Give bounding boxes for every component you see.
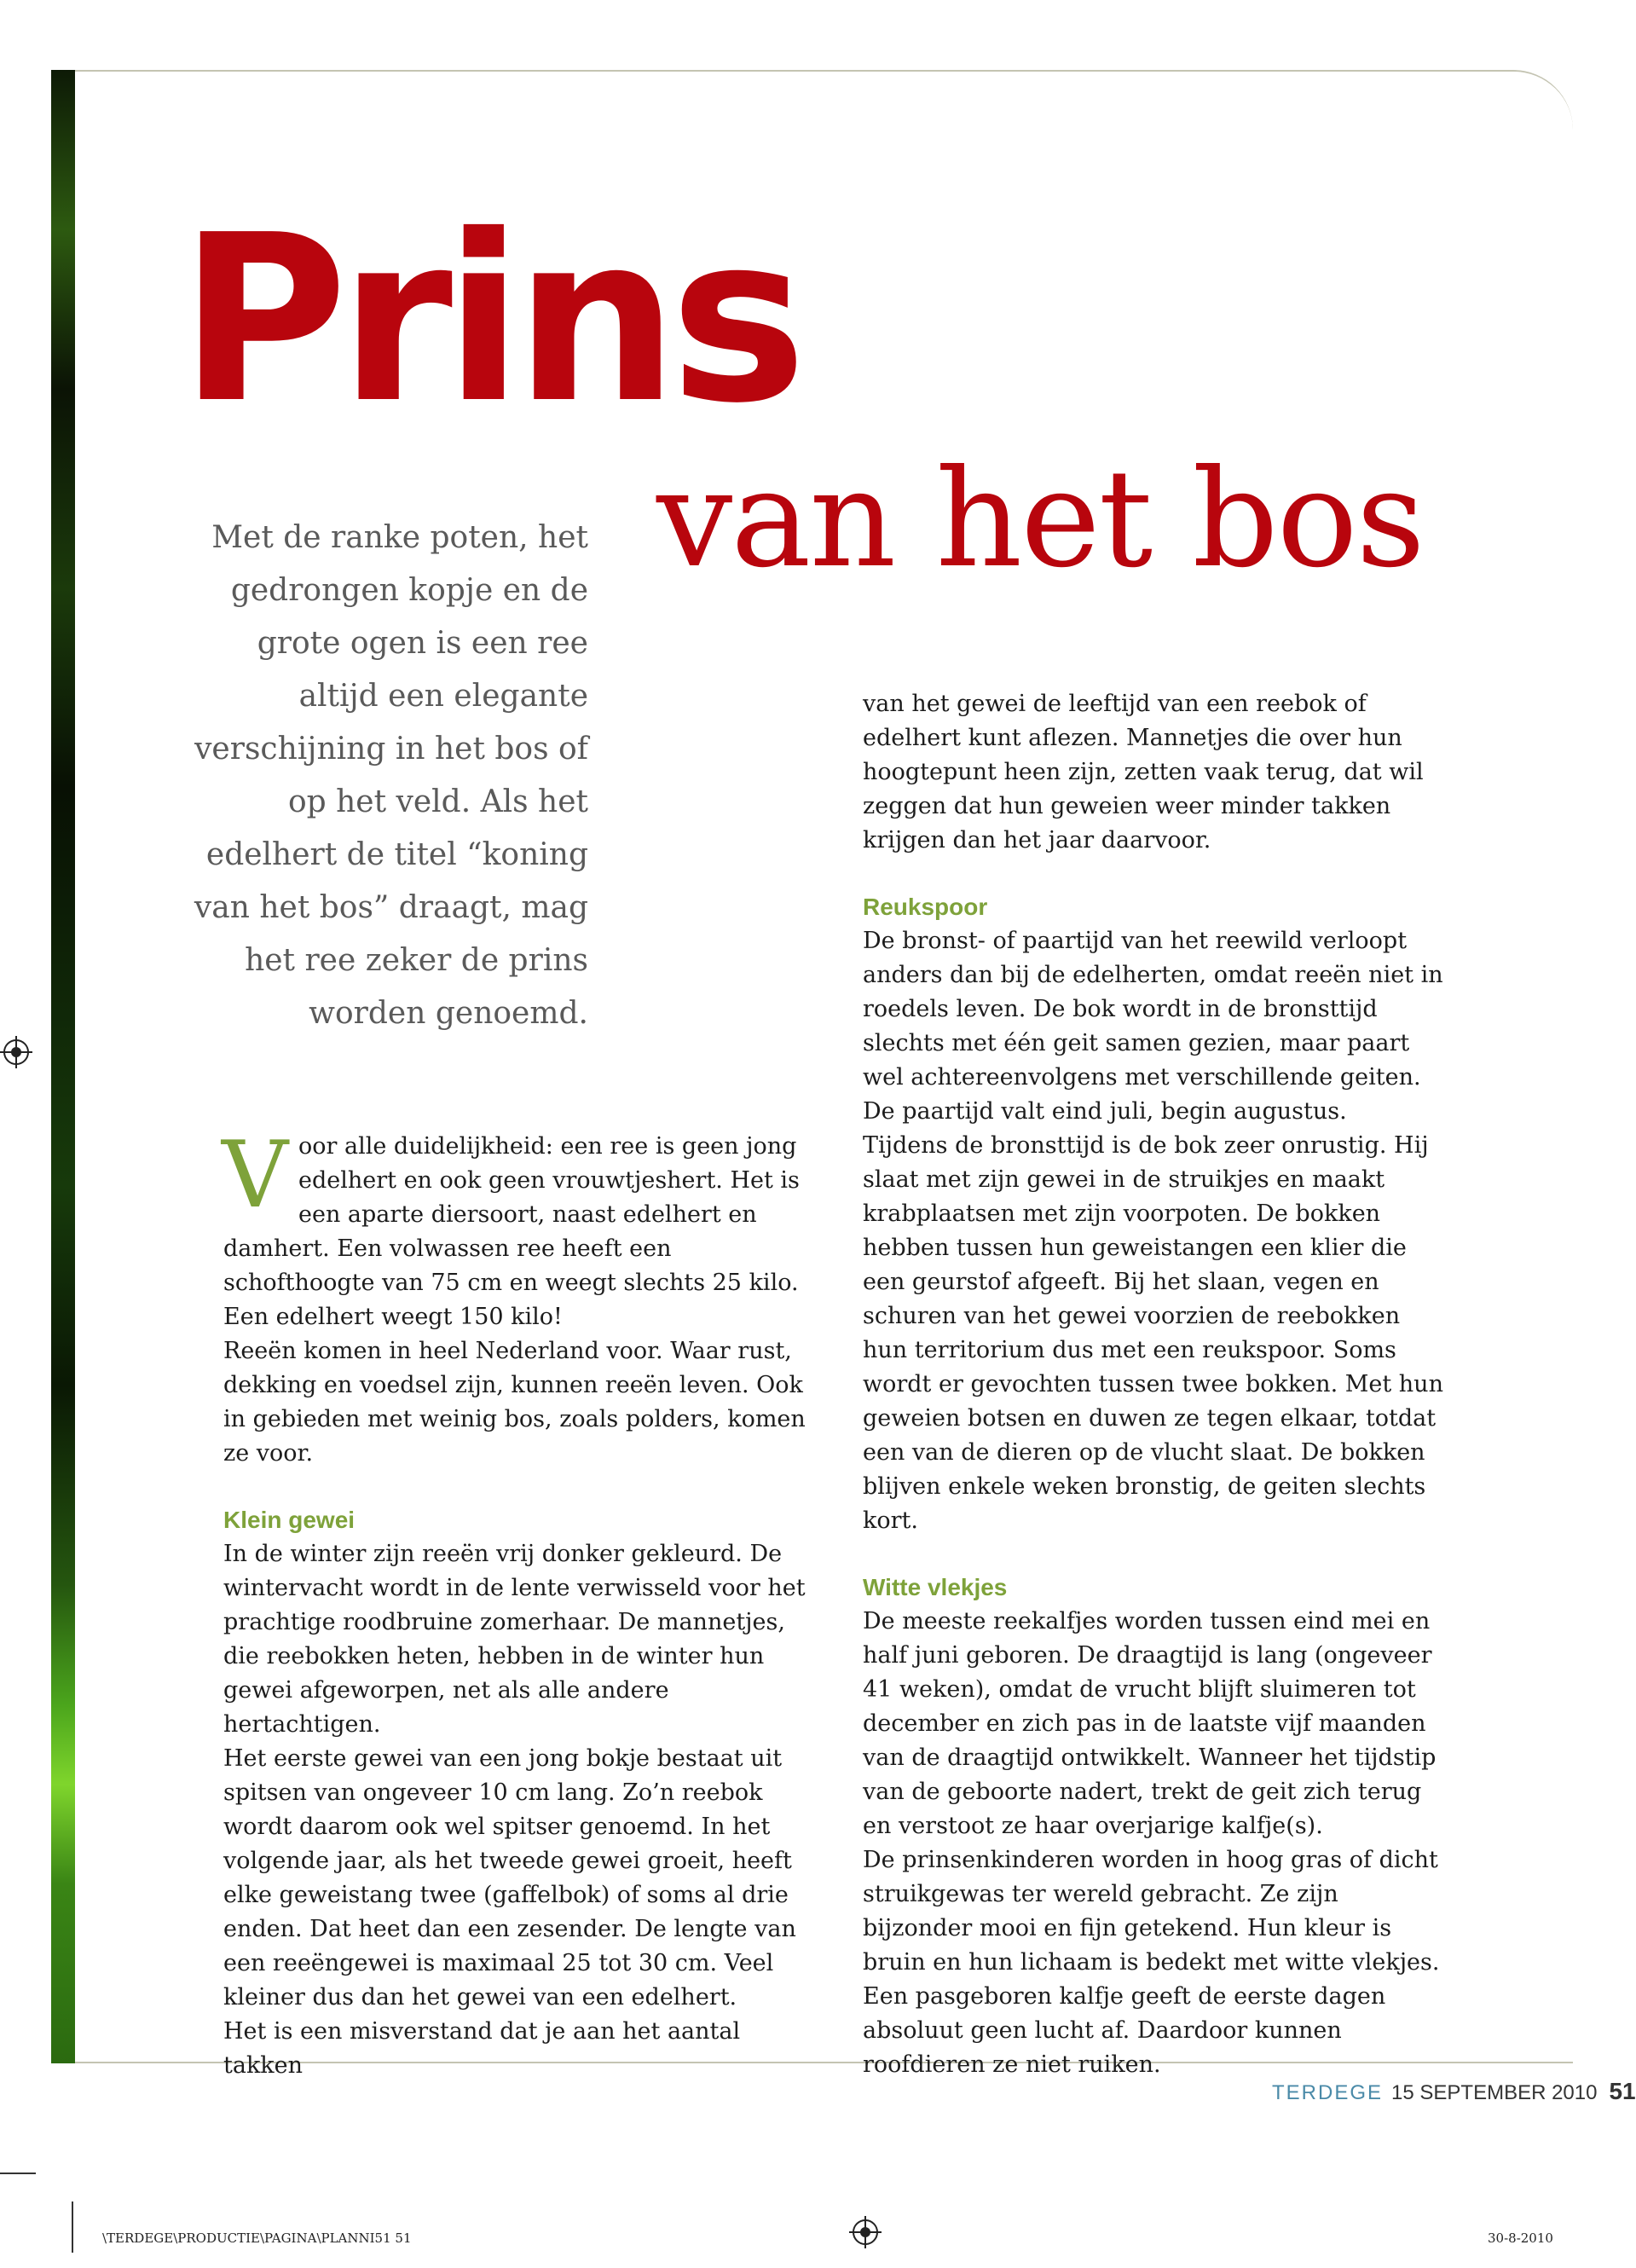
magazine-name: TERDEGE	[1272, 2081, 1384, 2104]
article-column-right	[863, 687, 1451, 2082]
print-slug-date: 30-8-2010	[1488, 2230, 1553, 2246]
article-paragraph: Het eerste gewei van een jong bokje bestaat uit spitsen van ongeveer 10 cm lang. Zo’n reebok wordt daarom ook wel spitser genoemd. In het volgende jaar, als het tweede gewei groeit, heeft elke geweistang twee (gaffelbok) of soms al drie enden. Dat heet dan een zesender. De lengte van een reeëngewei is maximaal 25 tot 30 cm. Veel kleiner dus dan het gewei van een edelhert.	[223, 1745, 796, 2011]
page-title: Prins	[179, 185, 799, 454]
section-heading-witte-vlekjes: Witte vlekjes	[863, 1574, 1008, 1600]
page-subtitle: van het bos	[656, 441, 1424, 598]
section-heading-klein-gewei: Klein gewei	[223, 1507, 356, 1533]
page-footer	[1272, 2079, 1636, 2106]
article-paragraph: Tijdens de bronsttijd is de bok zeer onrustig. Hij slaat met zijn gewei in de struikjes en maakt krabplaatsen met zijn voorpoten. De bokken hebben tussen hun geweistangen een klier die een geurstof afgeeft. Bij het slaan, vegen en schuren van het gewei voorzien de reebokken hun territorium dus met een reukspoor. Soms wordt er gevochten tussen twee bokken. Met hun geweien botsen en duwen ze tegen elkaar, totdat een van de dieren op de vlucht slaat. De bokken blijven enkele weken bronstig, de geiten slechts kort.	[863, 1132, 1443, 1534]
trim-mark	[72, 2201, 73, 2253]
issue-date: 15 SEPTEMBER 2010	[1391, 2081, 1598, 2104]
dropcap: V	[222, 1122, 288, 1229]
article-paragraph: Voor alle duidelijkheid: een ree is geen jong edelhert en ook geen vrouwtjeshert. Het is een aparte diersoort, naast edelhert en damhert. Een volwassen ree heeft een schofthoogte van 75 cm en weegt slechts 25 kilo. Een edelhert weegt 150 kilo!	[222, 1122, 800, 1330]
article-paragraph: De prinsenkinderen worden in hoog gras of dicht struikgewas ter wereld gebracht. Ze zijn bijzonder mooi en fijn getekend. Hun kleur is bruin en hun lichaam is bedekt met witte vlekjes. Een pasgeboren kalfje geeft de eerste dagen absoluut geen lucht af. Daardoor kunnen roofdieren ze niet ruiken.	[863, 1847, 1440, 2078]
trim-mark	[0, 2173, 36, 2174]
article-column-left	[222, 1122, 812, 2083]
article-paragraph: De meeste reekalfjes worden tussen eind mei en half juni geboren. De draagtijd is lang (ongeveer 41 weken), omdat de vrucht blijft sluimeren tot december en zich pas in de laatste vijf maanden van de draagtijd ontwikkelt. Wanneer het tijdstip van de geboorte nadert, trekt de geit zich terug en verstoot ze haar overjarige kalfje(s).	[863, 1608, 1437, 1839]
article-paragraph: Het is een misverstand dat je aan het aantal takken	[223, 2018, 741, 2079]
section-heading-reukspoor: Reukspoor	[863, 894, 988, 920]
registration-mark-icon	[853, 2219, 878, 2245]
article-paragraph: van het gewei de leeftijd van een reebok of edelhert kunt aflezen. Mannetjes die over hun hoogtepunt heen zijn, zetten vaak terug, dat wil zeggen dat hun geweien weer minder takken krijgen dan het jaar daarvoor.	[863, 691, 1424, 853]
registration-mark-icon	[3, 1039, 29, 1065]
forest-photo-strip	[51, 70, 75, 2063]
article-paragraph: In de winter zijn reeën vrij donker gekleurd. De wintervacht wordt in de lente verwisseld voor het prachtige roodbruine zomerhaar. De mannetjes, die reebokken heten, hebben in de winter hun gewei afgeworpen, net als alle andere hertachtigen.	[223, 1541, 806, 1738]
intro-lead: Met de ranke poten, het gedrongen kopje en de grote ogen is een ree altijd een elegante verschijning in het bos of op het veld. Als het edelhert de titel “koning van het bos” draagt, mag het ree zeker de prins worden genoemd.	[194, 520, 588, 1031]
article-paragraph: Reeën komen in heel Nederland voor. Waar rust, dekking en voedsel zijn, kunnen reeën leven. Ook in gebieden met weinig bos, zoals polders, komen ze voor.	[223, 1338, 806, 1467]
article-paragraph: De bronst- of paartijd van het reewild verloopt anders dan bij de edelherten, omdat reeën niet in roedels leven. De bok wordt in de bronsttijd slechts met één geit samen gezien, maar paart wel achtereenvolgens met verschillende geiten. De paartijd valt eind juli, begin augustus.	[863, 928, 1443, 1125]
print-slug-path: \TERDEGE\PRODUCTIE\PAGINA\PLANNI51 51	[102, 2230, 412, 2246]
page-number: 51	[1609, 2078, 1636, 2104]
